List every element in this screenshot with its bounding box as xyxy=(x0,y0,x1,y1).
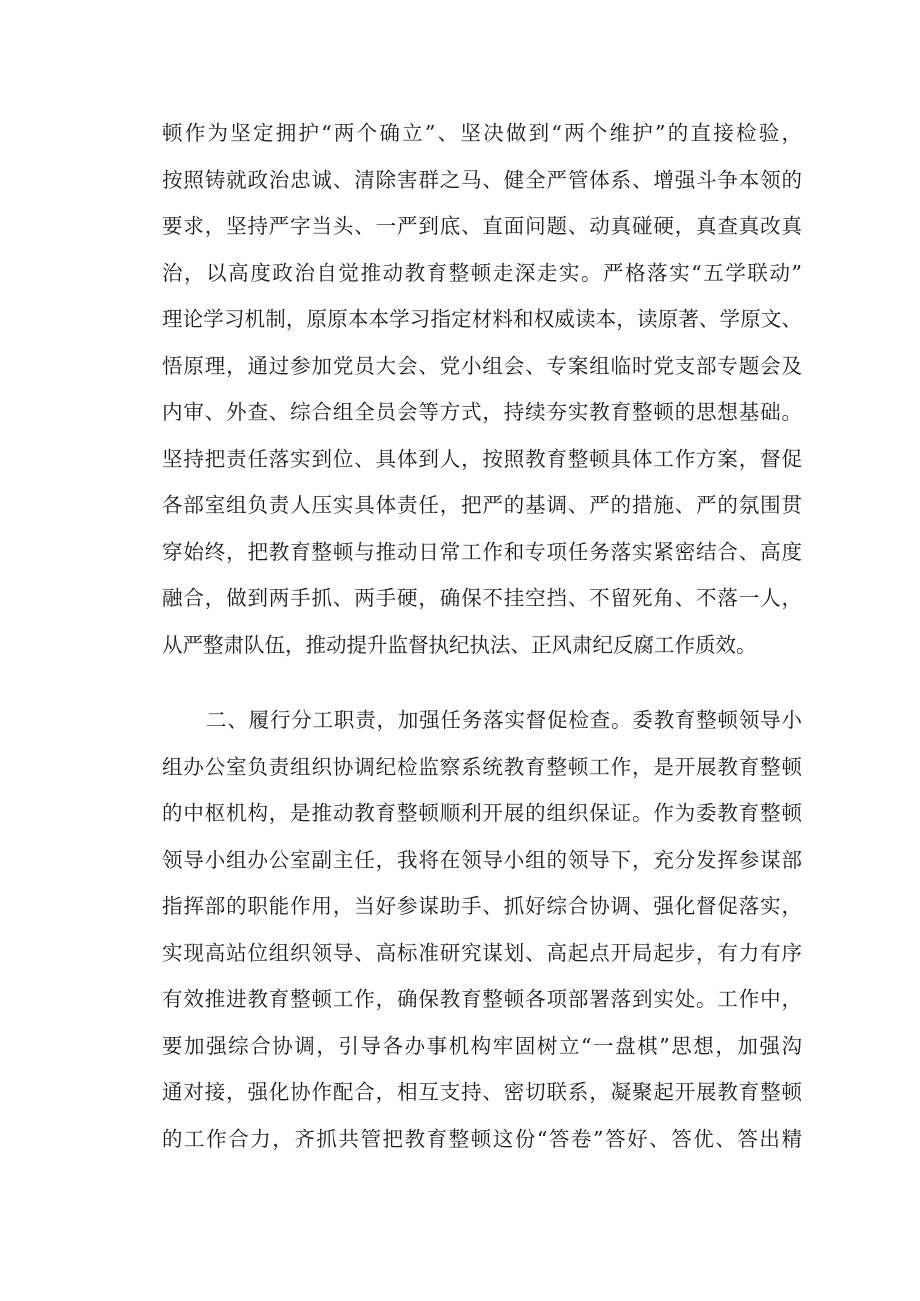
paragraph-continued xyxy=(162,110,802,668)
text-line: 的中枢机构，是推动教育整顿顺利开展的组织保证。作为委教育整顿 xyxy=(162,801,802,825)
text-line: 指挥部的职能作用，当好参谋助手、抓好综合协调、强化督促落实， xyxy=(162,894,802,918)
text-line: 实现高站位组织领导、高标准研究谋划、高起点开局起步，有力有序 xyxy=(162,940,802,965)
text-line: 从严整肃队伍，推动提升监督执纪执法、正风肃纪反腐工作质效。 xyxy=(162,632,757,657)
paragraph-section-two xyxy=(162,697,802,1162)
text-line: 融合，做到两手抓、两手硬，确保不挂空挡、不留死角、不落一人， xyxy=(162,586,802,610)
text-line: 内审、外查、综合组全员会等方式，持续夯实教育整顿的思想基础。 xyxy=(162,400,802,424)
text-line: 按照铸就政治忠诚、清除害群之马、健全严管体系、增强斗争本领的 xyxy=(162,167,802,192)
text-line: 坚持把责任落实到位、具体到人，按照教育整顿具体工作方案，督促 xyxy=(162,446,802,471)
text-line: 悟原理，通过参加党员大会、党小组会、专案组临时党支部专题会及 xyxy=(162,353,802,378)
text-line: 治，以高度政治自觉推动教育整顿走深走实。严格落实“五学联动” xyxy=(162,260,802,285)
text-line: 要求，坚持严字当头、一严到底、直面问题、动真碰硬，真查真改真 xyxy=(162,214,802,238)
text-line: 领导小组办公室副主任，我将在领导小组的领导下，充分发挥参谋部 xyxy=(162,847,802,872)
text-line: 穿始终，把教育整顿与推动日常工作和专项任务落实紧密结合、高度 xyxy=(162,539,802,564)
text-line: 理论学习机制，原原本本学习指定材料和权威读本，读原著、学原文、 xyxy=(162,307,802,331)
text-line: 各部室组负责人压实具体责任，把严的基调、严的措施、严的氛围贯 xyxy=(162,493,802,517)
text-line: 有效推进教育整顿工作，确保教育整顿各项部署落到实处。工作中， xyxy=(162,987,802,1011)
text-line: 组办公室负责组织协调纪检监察系统教育整顿工作，是开展教育整顿 xyxy=(162,754,802,779)
text-line: 的工作合力，齐抓共管把教育整顿这份“答卷”答好、答优、答出精 xyxy=(162,1126,802,1151)
text-line: 通对接，强化协作配合，相互支持、密切联系，凝聚起开展教育整顿 xyxy=(162,1080,802,1104)
text-line: 二、履行分工职责，加强任务落实督促检查。委教育整顿领导小 xyxy=(206,708,802,732)
text-line: 要加强综合协调，引导各办事机构牢固树立“一盘棋”思想，加强沟 xyxy=(162,1033,802,1058)
text-line: 顿作为坚定拥护“两个确立”、坚决做到“两个维护”的直接检验， xyxy=(162,121,802,145)
